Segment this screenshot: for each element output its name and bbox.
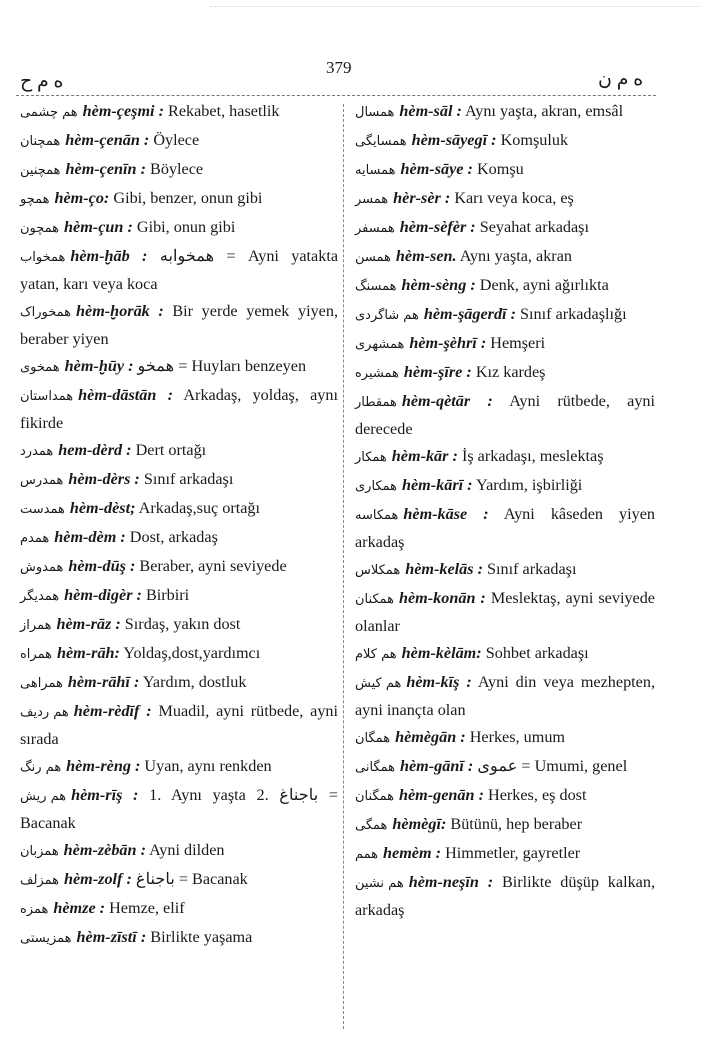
headword: hèmze :	[53, 899, 106, 917]
arabic-term: همزبان	[20, 844, 59, 859]
headword: hèm-çeşmi :	[82, 102, 164, 120]
headword: hèm-sèng :	[401, 276, 476, 294]
definition: همخو = Huyları benzeyen	[137, 357, 307, 375]
definition: Beraber, ayni seviyede	[139, 557, 287, 575]
headword: hèm-ḫūy :	[64, 357, 134, 375]
headword: hèm-şèhrī :	[409, 334, 487, 352]
headword: hèm-dūş :	[68, 557, 136, 575]
headword: hèm-dāstān :	[78, 386, 174, 404]
arabic-term: همسنگ	[355, 279, 397, 294]
definition: Birlikte yaşama	[150, 928, 253, 946]
dictionary-entry	[20, 553, 338, 581]
definition: Hemşeri	[490, 334, 546, 352]
arabic-term: همراز	[20, 618, 52, 633]
headword: hèm-gānī :	[399, 757, 474, 775]
headword: hèm-şīre :	[403, 363, 472, 381]
arabic-term: همخوی	[20, 360, 60, 375]
headword: hèm-zolf :	[63, 870, 132, 888]
arabic-term: همگانی	[355, 760, 395, 775]
definition: Rekabet, hasetlik	[168, 102, 280, 120]
dictionary-entry	[355, 359, 655, 387]
arabic-term: هم کلام	[355, 647, 397, 662]
definition: Himmetler, gayretler	[445, 844, 581, 862]
headword: hèm-rāh:	[56, 644, 120, 662]
definition: Böylece	[150, 160, 204, 178]
arabic-term: همدم	[20, 531, 50, 546]
dictionary-entry	[355, 840, 655, 868]
dictionary-entry	[20, 698, 338, 752]
headword: hèr-sèr :	[393, 189, 451, 207]
definition: Yardım, dostluk	[142, 673, 247, 691]
dictionary-entry	[355, 472, 655, 500]
dictionary-entry	[355, 811, 655, 839]
dictionary-entry	[20, 437, 338, 465]
arabic-term: هم ریش	[20, 789, 67, 804]
page-header	[0, 58, 708, 94]
dictionary-entry	[355, 127, 655, 155]
dictionary-entry	[355, 156, 655, 184]
arabic-term: همگی	[355, 818, 388, 833]
definition: باجناغ = Bacanak	[135, 870, 248, 888]
headword: hèm-sèfèr :	[399, 218, 476, 236]
arabic-term: همراه	[20, 647, 52, 662]
headword: hèm-genān :	[398, 786, 484, 804]
arabic-term: همزلف	[20, 873, 59, 888]
definition: Sınıf arkadaşı	[143, 470, 234, 488]
definition: İş arkadaşı, meslektaş	[461, 447, 604, 465]
definition: Ayni din veya mezhepten, ayni inançta olan	[355, 673, 656, 719]
headword: hèm-zèbān :	[63, 841, 146, 859]
dictionary-entry	[20, 640, 338, 668]
arabic-term: همسر	[355, 192, 389, 207]
arabic-term: هم ردیف	[20, 705, 69, 720]
definition: Uyan, aynı renkden	[144, 757, 272, 775]
arabic-term: همسفر	[355, 221, 395, 236]
arabic-term: همداستان	[20, 389, 74, 404]
definition: Ayni kâseden yiyen arkadaş	[355, 505, 656, 551]
arabic-term: همکاری	[355, 479, 397, 494]
definition: Seyahat arkadaşı	[479, 218, 589, 236]
dictionary-entry	[355, 98, 655, 126]
definition: Sınıf arkadaşı	[487, 560, 577, 578]
dictionary-entry	[20, 866, 338, 894]
definition: Meslektaş, ayni seviyede olanlar	[355, 589, 655, 635]
dictionary-entry	[20, 782, 338, 836]
definition: Karı veya koca, eş	[454, 189, 574, 207]
arabic-term: همسایه	[355, 163, 396, 178]
headword: hèmègān :	[395, 728, 466, 746]
arabic-term: هم کیش	[355, 676, 402, 691]
headword: hèm-sāyegī :	[411, 131, 497, 149]
headword: hemèm :	[383, 844, 442, 862]
headword: hèm-rāhī :	[67, 673, 140, 691]
arabic-term: همچو	[20, 192, 50, 207]
dictionary-entry	[20, 495, 338, 523]
definition: Kız kardeş	[475, 363, 546, 381]
arabic-term: همگان	[355, 731, 391, 746]
headword: hèm-ḫorāk :	[76, 302, 164, 320]
dictionary-entry	[355, 443, 655, 471]
headword: hèm-kāse :	[403, 505, 489, 523]
right-column	[355, 98, 655, 924]
arabic-term: همچنین	[20, 163, 61, 178]
definition: Aynı yaşta, akran, emsâl	[465, 102, 624, 120]
definition: Denk, ayni ağırlıkta	[479, 276, 609, 294]
arabic-term: همکنان	[355, 592, 394, 607]
arabic-term: همقطار	[355, 395, 397, 410]
arabic-term: همزیستی	[20, 931, 72, 946]
headword: hèm-rīş :	[71, 786, 139, 804]
dictionary-entry	[355, 243, 655, 271]
dictionary-entry	[20, 382, 338, 436]
dictionary-entry	[355, 753, 655, 781]
definition: Komşuluk	[500, 131, 569, 149]
dictionary-entry	[20, 156, 338, 184]
dictionary-entry	[355, 669, 655, 723]
definition: Dert ortağı	[135, 441, 207, 459]
header-rule	[16, 95, 656, 96]
arabic-term: همکاسه	[355, 508, 399, 523]
headword: hèm-dèm :	[54, 528, 126, 546]
arabic-term: همم	[355, 847, 379, 862]
headword: hèm-kār :	[391, 447, 458, 465]
dictionary-entry	[20, 353, 338, 381]
dictionary-entry	[355, 388, 655, 442]
headword: hèm-rèdīf :	[73, 702, 152, 720]
definition: Bütünü, hep beraber	[450, 815, 583, 833]
arabic-term: هم چشمی	[20, 105, 78, 120]
dictionary-entry	[20, 582, 338, 610]
definition: 1. Aynı yaşta 2. باجناغ = Bacanak	[20, 786, 339, 832]
headword: hèm-neşīn :	[408, 873, 494, 891]
column-divider	[343, 104, 344, 1029]
arabic-term: همسن	[355, 250, 391, 265]
dictionary-entry	[20, 466, 338, 494]
definition: Arkadaş,suç ortağı	[138, 499, 261, 517]
arabic-term: هم شاگردی	[355, 308, 419, 323]
definition: Muadil, ayni rütbede, ayni sırada	[20, 702, 339, 748]
dictionary-entry	[20, 524, 338, 552]
definition: Birbiri	[146, 586, 190, 604]
definition: Birlikte düşüp kalkan, arkadaş	[355, 873, 655, 919]
arabic-term: همخواب	[20, 250, 66, 265]
definition: Ayni dilden	[149, 841, 225, 859]
headword: hèm-digèr :	[64, 586, 142, 604]
definition: Komşu	[476, 160, 524, 178]
arabic-term: همشیره	[355, 366, 399, 381]
definition: Bir yerde yemek yiyen, beraber yiyen	[20, 302, 338, 348]
headword: hèm-ḫāb :	[70, 247, 148, 265]
arabic-term: همخوراک	[20, 305, 72, 320]
definition: Yardım, işbirliği	[476, 476, 583, 494]
headword: hèm-konān :	[398, 589, 486, 607]
arabic-term: همکلاس	[355, 563, 401, 578]
arabic-term: همدوش	[20, 560, 64, 575]
headword: hèm-sen.	[395, 247, 457, 265]
headword: hèm-sāye :	[400, 160, 473, 178]
dictionary-entry	[355, 869, 655, 923]
dictionary-entry	[355, 782, 655, 810]
arabic-term: همکار	[355, 450, 387, 465]
dictionary-entry	[355, 724, 655, 752]
headword: hèm-şāgerdī :	[423, 305, 516, 323]
dictionary-entry	[355, 640, 655, 668]
arabic-term: همگنان	[355, 789, 394, 804]
definition: Herkes, umum	[469, 728, 566, 746]
definition: Gibi, onun gibi	[136, 218, 236, 236]
arabic-term: همراهی	[20, 676, 63, 691]
definition: Sırdaş, yakın dost	[124, 615, 241, 633]
headword: hem-dèrd :	[58, 441, 132, 459]
arabic-term: همزه	[20, 902, 49, 917]
definition: Arkadaş, yoldaş, aynı fikirde	[20, 386, 338, 432]
dictionary-entry	[20, 611, 338, 639]
definition: Öylece	[153, 131, 200, 149]
headword: hèm-çenān :	[65, 131, 150, 149]
dictionary-entry	[20, 895, 338, 923]
header-right-letters: ه م ن	[598, 69, 644, 90]
arabic-term: همچون	[20, 221, 60, 236]
dictionary-entry	[355, 214, 655, 242]
dictionary-entry	[20, 127, 338, 155]
definition: Yoldaş,dost,yardımcı	[123, 644, 261, 662]
headword: hèm-qètār :	[401, 392, 493, 410]
headword: hèm-dèst;	[69, 499, 136, 517]
arabic-term: هم رنگ	[20, 760, 62, 775]
dictionary-entry	[355, 585, 655, 639]
page-number: 379	[326, 58, 352, 77]
arabic-term: همشهری	[355, 337, 405, 352]
dictionary-entry	[355, 185, 655, 213]
arabic-term: همسایگی	[355, 134, 407, 149]
dictionary-entry	[20, 298, 338, 352]
headword: hèm-kārī :	[401, 476, 473, 494]
headword: hèm-ço:	[54, 189, 110, 207]
arabic-term: همدرس	[20, 473, 64, 488]
scan-speckle	[210, 6, 700, 13]
headword: hèm-zīstī :	[76, 928, 147, 946]
dictionary-entry	[20, 669, 338, 697]
headword: hèm-çenīn :	[65, 160, 146, 178]
arabic-term: همدست	[20, 502, 65, 517]
dictionary-entry	[355, 501, 655, 555]
dictionary-entry	[20, 98, 338, 126]
dictionary-entry	[355, 272, 655, 300]
definition: Gibi, benzer, onun gibi	[113, 189, 263, 207]
definition: Dost, arkadaş	[129, 528, 218, 546]
dictionary-entry	[20, 214, 338, 242]
headword: hèm-çun :	[64, 218, 133, 236]
headword: hèm-kèlām:	[401, 644, 482, 662]
headword: hèm-sāl :	[399, 102, 462, 120]
headword: hèm-rāz :	[56, 615, 121, 633]
headword: hèm-kīş :	[406, 673, 472, 691]
definition: عموی = Umumi, genel	[477, 757, 628, 775]
arabic-term: همدیگر	[20, 589, 60, 604]
dictionary-entry	[355, 301, 655, 329]
definition: Ayni rütbede, ayni derecede	[355, 392, 656, 438]
left-column	[20, 98, 338, 953]
headword: hèmègī:	[392, 815, 447, 833]
definition: Sınıf arkadaşlığı	[520, 305, 627, 323]
headword: hèm-kelās :	[405, 560, 483, 578]
definition: Hemze, elif	[109, 899, 185, 917]
definition: Sohbet arkadaşı	[485, 644, 589, 662]
header-left-letters: ه م ح	[20, 71, 64, 92]
dictionary-entry	[355, 556, 655, 584]
headword: hèm-dèrs :	[68, 470, 140, 488]
arabic-term: هم نشین	[355, 876, 404, 891]
dictionary-entry	[20, 243, 338, 297]
definition: Aynı yaşta, akran	[459, 247, 572, 265]
definition: همخوابه = Ayni yatakta yatan, karı veya koca	[20, 247, 339, 293]
arabic-term: همدرد	[20, 444, 54, 459]
dictionary-entry	[20, 924, 338, 952]
dictionary-entry	[20, 837, 338, 865]
definition: Herkes, eş dost	[488, 786, 587, 804]
dictionary-entry	[355, 330, 655, 358]
dictionary-entry	[20, 753, 338, 781]
arabic-term: همچنان	[20, 134, 61, 149]
dictionary-entry	[20, 185, 338, 213]
arabic-term: همسال	[355, 105, 395, 120]
headword: hèm-rèng :	[66, 757, 141, 775]
